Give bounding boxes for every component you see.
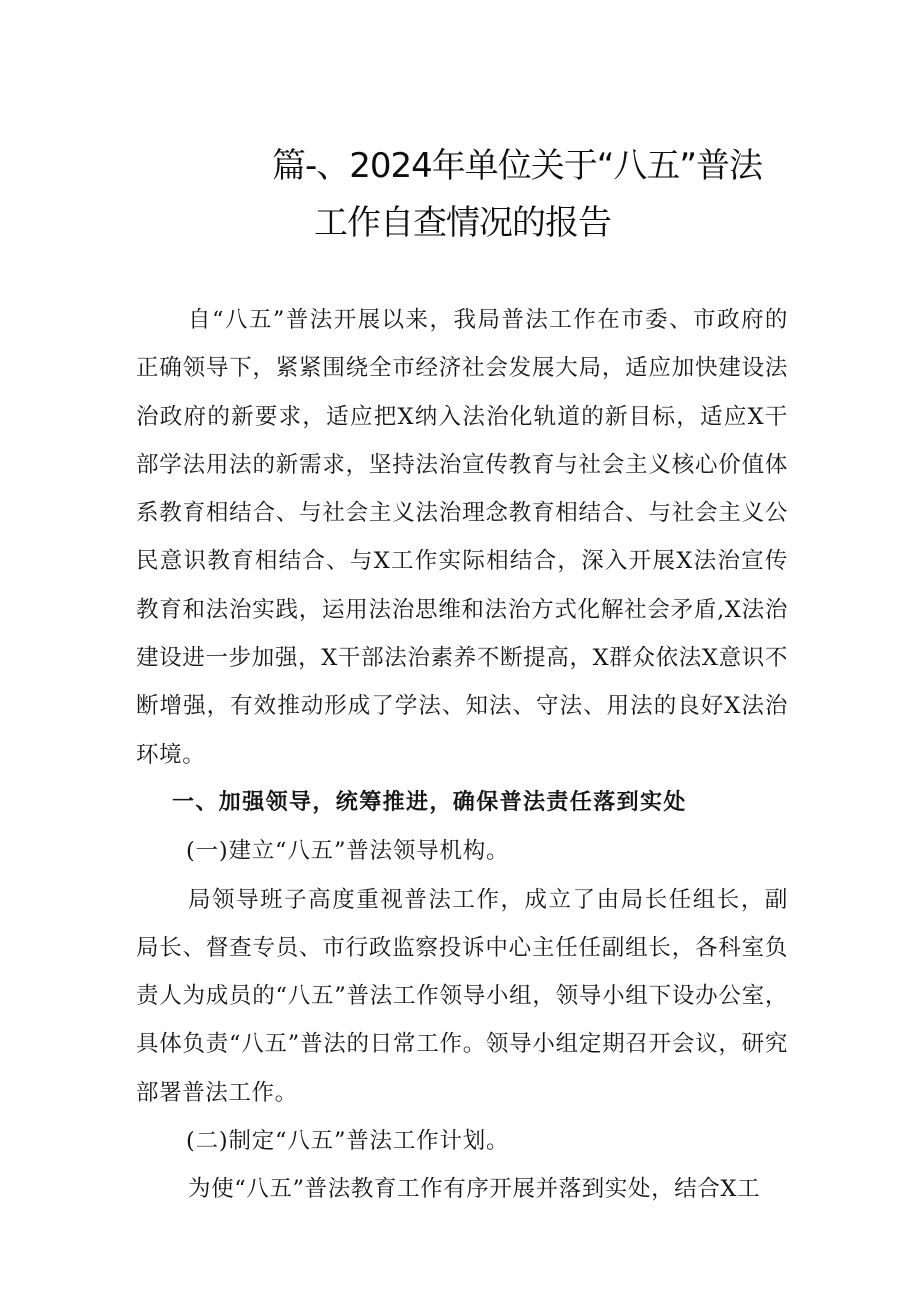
document-title-line-1: 篇-、2024年单位关于“八五”普法 bbox=[272, 146, 763, 186]
subsection-1-paragraph: 局领导班子高度重视普法工作，成立了由局长任组长，副局长、督查专员、市行政监察投诉中心主任任副组长，各科室负责人为成员的“八五”普法工作领导小组，领导小组下设办公室，具体负责“八五”普法的日常工作。领导小组定期召开会议，研究部署普法工作。 bbox=[136, 886, 788, 1106]
subsection-1-heading: (一)建立“八五”普法领导机构。 bbox=[186, 838, 510, 865]
intro-paragraph: 自“八五”普法开展以来，我局普法工作在市委、市政府的正确领导下，紧紧围绕全市经济社会发展大局，适应加快建设法治政府的新要求，适应把X纳入法治化轨道的新目标，适应X干部学法用法的新需求，坚持法治宣传教育与社会主义核心价值体系教育相结合、与社会主义法治理念教育相结合、与社会主义公民意识教育相结合、与X工作实际相结合，深入开展X法治宣传教育和法治实践，运用法治思维和法治方式化解社会矛盾,X法治建设进一步加强，X干部法治素养不断提高，X群众依法X意识不断增强，有效推动形成了学法、知法、守法、用法的良好X法治环境。 bbox=[136, 307, 788, 768]
subsection-2-heading: (二)制定“八五”普法工作计划。 bbox=[186, 1128, 510, 1155]
section-1-heading: 一、加强领导，统筹推进，确保普法责任落到实处 bbox=[172, 789, 687, 815]
document-title-line-2: 工作自查情况的报告 bbox=[314, 203, 611, 243]
subsection-2-paragraph: 为使“八五”普法教育工作有序开展并落到实处，结合X工 bbox=[188, 1176, 761, 1203]
document-body bbox=[136, 296, 788, 1214]
